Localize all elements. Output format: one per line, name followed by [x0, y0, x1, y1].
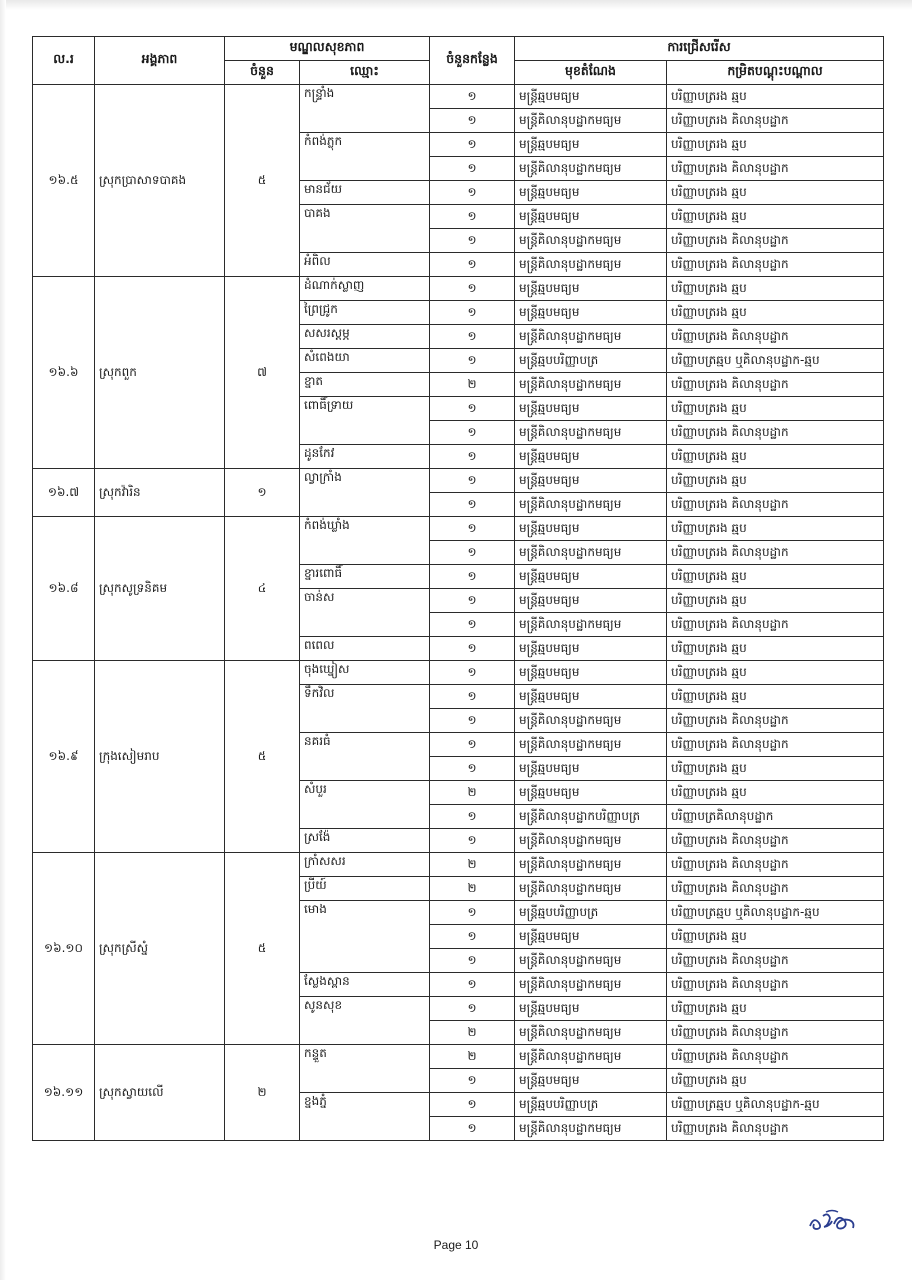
health-center-name: ប្រីយ៍ — [300, 877, 430, 901]
position-quantity: ២ — [430, 1045, 515, 1069]
position-quantity: ១ — [430, 493, 515, 517]
qualification: បរិញ្ញាបត្ររង គិលានុបដ្ឋាក — [667, 373, 884, 397]
district-name: ស្រុកប្រាសាទបាគង — [95, 85, 225, 277]
header-recruitment: ការជ្រើសរើស — [515, 37, 884, 61]
district-name: ស្រុកស្វាយលើ — [95, 1045, 225, 1141]
group-number: ១៦.៧ — [33, 469, 95, 517]
position-quantity: ១ — [430, 973, 515, 997]
health-center-name: ដូនកែវ — [300, 445, 430, 469]
qualification: បរិញ្ញាបត្ររង គិលានុបដ្ឋាក — [667, 1045, 884, 1069]
qualification: បរិញ្ញាបត្ររង ឆ្មប — [667, 85, 884, 109]
scan-edge-top — [0, 0, 912, 10]
qualification: បរិញ្ញាបត្ររង ឆ្មប — [667, 133, 884, 157]
qualification: បរិញ្ញាបត្ររង ឆ្មប — [667, 181, 884, 205]
job-title: មន្ត្រីឆ្មបមធ្យម — [515, 589, 667, 613]
district-name: ស្រុកស្រីស្នំ — [95, 853, 225, 1045]
job-title: មន្ត្រីឆ្មបមធ្យម — [515, 685, 667, 709]
position-quantity: ១ — [430, 589, 515, 613]
health-center-name: ខ្នារពោធិ៍ — [300, 565, 430, 589]
job-title: មន្ត្រីគិលានុបដ្ឋាកមធ្យម — [515, 373, 667, 397]
qualification: បរិញ្ញាបត្ររង ឆ្មប — [667, 997, 884, 1021]
health-center-name: ពោធិ៍ទ្រាយ — [300, 397, 430, 445]
health-center-name: កន្ទ្រាំង — [300, 85, 430, 133]
job-title: មន្ត្រីឆ្មបមធ្យម — [515, 205, 667, 229]
qualification: បរិញ្ញាបត្ររង គិលានុបដ្ឋាក — [667, 1021, 884, 1045]
position-quantity: ១ — [430, 325, 515, 349]
job-title: មន្ត្រីគិលានុបដ្ឋាកមធ្យម — [515, 1117, 667, 1141]
health-center-name: មានជ័យ — [300, 181, 430, 205]
position-quantity: ១ — [430, 565, 515, 589]
qualification: បរិញ្ញាបត្ររង គិលានុបដ្ឋាក — [667, 829, 884, 853]
qualification: បរិញ្ញាបត្ររង ឆ្មប — [667, 517, 884, 541]
position-quantity: ១ — [430, 349, 515, 373]
job-title: មន្ត្រីគិលានុបដ្ឋាកមធ្យម — [515, 493, 667, 517]
health-center-name: កន្ទួត — [300, 1045, 430, 1093]
position-quantity: ១ — [430, 829, 515, 853]
qualification: បរិញ្ញាបត្រឆ្មប ឬគិលានុបដ្ឋាក-ឆ្មប — [667, 901, 884, 925]
health-center-name: ទឹកវិល — [300, 685, 430, 733]
job-title: មន្ត្រីគិលានុបដ្ឋាកមធ្យម — [515, 949, 667, 973]
job-title: មន្ត្រីឆ្មបមធ្យម — [515, 181, 667, 205]
job-title: មន្ត្រីឆ្មបមធ្យម — [515, 1069, 667, 1093]
qualification: បរិញ្ញាបត្ររង គិលានុបដ្ឋាក — [667, 733, 884, 757]
health-center-name: ពពេល — [300, 637, 430, 661]
qualification: បរិញ្ញាបត្ររង គិលានុបដ្ឋាក — [667, 157, 884, 181]
job-title: មន្ត្រីឆ្មបមធ្យម — [515, 85, 667, 109]
health-center-count: ៧ — [225, 277, 300, 469]
health-center-name: បាគង — [300, 205, 430, 253]
qualification: បរិញ្ញាបត្ររង គិលានុបដ្ឋាក — [667, 493, 884, 517]
job-title: មន្ត្រីឆ្មបបរិញ្ញាបត្រ — [515, 901, 667, 925]
job-title: មន្ត្រីឆ្មបមធ្យម — [515, 661, 667, 685]
job-title: មន្ត្រីគិលានុបដ្ឋាកបរិញ្ញាបត្រ — [515, 805, 667, 829]
position-quantity: ១ — [430, 541, 515, 565]
qualification: បរិញ្ញាបត្ររង គិលានុបដ្ឋាក — [667, 613, 884, 637]
header-health-center: មណ្ឌលសុខភាព — [225, 37, 430, 61]
position-quantity: ១ — [430, 637, 515, 661]
health-center-name: នគរធំ — [300, 733, 430, 781]
health-center-name: ខ្នាត — [300, 373, 430, 397]
header-district: អង្គភាព — [95, 37, 225, 85]
position-quantity: ១ — [430, 757, 515, 781]
table-header — [33, 37, 884, 85]
qualification: បរិញ្ញាបត្ររង ឆ្មប — [667, 661, 884, 685]
job-title: មន្ត្រីឆ្មបមធ្យម — [515, 757, 667, 781]
table-row — [33, 277, 884, 301]
qualification: បរិញ្ញាបត្ររង គិលានុបដ្ឋាក — [667, 1117, 884, 1141]
job-title: មន្ត្រីឆ្មបមធ្យម — [515, 133, 667, 157]
table-row — [33, 661, 884, 685]
health-center-count: ៥ — [225, 661, 300, 853]
job-title: មន្ត្រីគិលានុបដ្ឋាកមធ្យម — [515, 421, 667, 445]
group-number: ១៦.១០ — [33, 853, 95, 1045]
job-title: មន្ត្រីឆ្មបមធ្យម — [515, 445, 667, 469]
health-center-name: ស្រង៉ែ — [300, 829, 430, 853]
position-quantity: ១ — [430, 85, 515, 109]
health-center-name: ចាន់ស — [300, 589, 430, 637]
position-quantity: ១ — [430, 469, 515, 493]
position-quantity: ១ — [430, 133, 515, 157]
position-quantity: ១ — [430, 109, 515, 133]
table-row — [33, 469, 884, 493]
job-title: មន្ត្រីគិលានុបដ្ឋាកមធ្យម — [515, 853, 667, 877]
qualification: បរិញ្ញាបត្រឆ្មប ឬគិលានុបដ្ឋាក-ឆ្មប — [667, 1093, 884, 1117]
position-quantity: ១ — [430, 685, 515, 709]
job-title: មន្ត្រីគិលានុបដ្ឋាកមធ្យម — [515, 541, 667, 565]
position-quantity: ១ — [430, 397, 515, 421]
qualification: បរិញ្ញាបត្ររង គិលានុបដ្ឋាក — [667, 109, 884, 133]
position-quantity: ១ — [430, 181, 515, 205]
position-quantity: ១ — [430, 709, 515, 733]
position-quantity: ១ — [430, 949, 515, 973]
job-title: មន្ត្រីគិលានុបដ្ឋាកមធ្យម — [515, 829, 667, 853]
qualification: បរិញ្ញាបត្ររង គិលានុបដ្ឋាក — [667, 949, 884, 973]
position-quantity: ១ — [430, 661, 515, 685]
job-title: មន្ត្រីគិលានុបដ្ឋាកមធ្យម — [515, 157, 667, 181]
group-number: ១៦.៩ — [33, 661, 95, 853]
job-title: មន្ត្រីគិលានុបដ្ឋាកមធ្យម — [515, 973, 667, 997]
qualification: បរិញ្ញាបត្ររង ឆ្មប — [667, 301, 884, 325]
position-quantity: ១ — [430, 445, 515, 469]
position-quantity: ១ — [430, 421, 515, 445]
table-row — [33, 1045, 884, 1069]
position-quantity: ១ — [430, 301, 515, 325]
table-row — [33, 517, 884, 541]
qualification: បរិញ្ញាបត្ររង ឆ្មប — [667, 445, 884, 469]
qualification: បរិញ្ញាបត្ររង គិលានុបដ្ឋាក — [667, 229, 884, 253]
header-qualification: កម្រិតបណ្តុះបណ្តាល — [667, 61, 884, 85]
qualification: បរិញ្ញាបត្ររង ឆ្មប — [667, 637, 884, 661]
qualification: បរិញ្ញាបត្ររង គិលានុបដ្ឋាក — [667, 253, 884, 277]
header-hc-name: ឈ្មោះ — [300, 61, 430, 85]
position-quantity: ២ — [430, 853, 515, 877]
job-title: មន្ត្រីឆ្មបបរិញ្ញាបត្រ — [515, 349, 667, 373]
position-quantity: ២ — [430, 781, 515, 805]
position-quantity: ១ — [430, 613, 515, 637]
scan-edge-left — [0, 0, 6, 1280]
header-job: មុខតំណែង — [515, 61, 667, 85]
health-center-name: សំបួរ — [300, 781, 430, 829]
group-number: ១៦.៨ — [33, 517, 95, 661]
qualification: បរិញ្ញាបត្ររង គិលានុបដ្ឋាក — [667, 325, 884, 349]
qualification: បរិញ្ញាបត្ររង គិលានុបដ្ឋាក — [667, 709, 884, 733]
health-center-name: ព្រៃជ្រូក — [300, 301, 430, 325]
position-quantity: ១ — [430, 253, 515, 277]
health-center-count: ៤ — [225, 517, 300, 661]
job-title: មន្ត្រីគិលានុបដ្ឋាកមធ្យម — [515, 253, 667, 277]
job-title: មន្ត្រីឆ្មបមធ្យម — [515, 277, 667, 301]
position-quantity: ១ — [430, 229, 515, 253]
qualification: បរិញ្ញាបត្រគិលានុបដ្ឋាក — [667, 805, 884, 829]
job-title: មន្ត្រីឆ្មបមធ្យម — [515, 781, 667, 805]
job-title: មន្ត្រីគិលានុបដ្ឋាកមធ្យម — [515, 1021, 667, 1045]
position-quantity: ១ — [430, 517, 515, 541]
position-quantity: ១ — [430, 997, 515, 1021]
district-name: ស្រុកសូទ្រនិគម — [95, 517, 225, 661]
health-center-name: ក្រាំសសរ — [300, 853, 430, 877]
health-center-name: អំពិល — [300, 253, 430, 277]
district-name: ស្រុកវ៉ារិន — [95, 469, 225, 517]
qualification: បរិញ្ញាបត្ររង ឆ្មប — [667, 397, 884, 421]
qualification: បរិញ្ញាបត្ររង ឆ្មប — [667, 781, 884, 805]
job-title: មន្ត្រីឆ្មបបរិញ្ញាបត្រ — [515, 1093, 667, 1117]
health-center-name: ល្វាក្រាំង — [300, 469, 430, 517]
district-name: ក្រុងសៀមរាប — [95, 661, 225, 853]
table-body — [33, 85, 884, 1141]
health-center-name: ខ្នងភ្នំ — [300, 1093, 430, 1141]
position-quantity: ១ — [430, 733, 515, 757]
position-quantity: ១ — [430, 205, 515, 229]
qualification: បរិញ្ញាបត្ររង គិលានុបដ្ឋាក — [667, 973, 884, 997]
header-hc-count: ចំនួន — [225, 61, 300, 85]
position-quantity: ១ — [430, 1069, 515, 1093]
health-center-name: ដំណាក់ស្លាញ — [300, 277, 430, 301]
district-name: ស្រុកពួក — [95, 277, 225, 469]
health-center-name: សសរស្តម្ភ — [300, 325, 430, 349]
job-title: មន្ត្រីឆ្មបមធ្យម — [515, 469, 667, 493]
health-center-count: ២ — [225, 1045, 300, 1141]
job-title: មន្ត្រីឆ្មបមធ្យម — [515, 397, 667, 421]
header-positions: ចំនួនកន្លែង — [430, 37, 515, 85]
group-number: ១៦.៥ — [33, 85, 95, 277]
group-number: ១៦.១១ — [33, 1045, 95, 1141]
health-center-name: ចុងឃ្នៀស — [300, 661, 430, 685]
health-center-name: កំពង់ភ្លុក — [300, 133, 430, 181]
health-center-name: សូនសុខ — [300, 997, 430, 1045]
qualification: បរិញ្ញាបត្ររង ឆ្មប — [667, 1069, 884, 1093]
header-no: ល.រ — [33, 37, 95, 85]
job-title: មន្ត្រីគិលានុបដ្ឋាកមធ្យម — [515, 109, 667, 133]
health-center-count: ៥ — [225, 853, 300, 1045]
job-title: មន្ត្រីឆ្មបមធ្យម — [515, 925, 667, 949]
qualification: បរិញ្ញាបត្ររង ឆ្មប — [667, 205, 884, 229]
job-title: មន្ត្រីឆ្មបមធ្យម — [515, 997, 667, 1021]
position-quantity: ១ — [430, 1117, 515, 1141]
health-center-name: ស្លែងស្ពាន — [300, 973, 430, 997]
position-quantity: ១ — [430, 277, 515, 301]
page-footer: Page 10 — [433, 1238, 479, 1252]
health-center-count: ៥ — [225, 85, 300, 277]
position-quantity: ១ — [430, 157, 515, 181]
qualification: បរិញ្ញាបត្ររង ឆ្មប — [667, 469, 884, 493]
job-title: មន្ត្រីគិលានុបដ្ឋាកមធ្យម — [515, 229, 667, 253]
qualification: បរិញ្ញាបត្ររង ឆ្មប — [667, 565, 884, 589]
position-quantity: ១ — [430, 805, 515, 829]
health-center-name: មោង — [300, 901, 430, 973]
job-title: មន្ត្រីឆ្មបមធ្យម — [515, 637, 667, 661]
job-title: មន្ត្រីគិលានុបដ្ឋាកមធ្យម — [515, 733, 667, 757]
job-title: មន្ត្រីឆ្មបមធ្យម — [515, 517, 667, 541]
group-number: ១៦.៦ — [33, 277, 95, 469]
job-title: មន្ត្រីគិលានុបដ្ឋាកមធ្យម — [515, 1045, 667, 1069]
job-title: មន្ត្រីឆ្មបមធ្យម — [515, 565, 667, 589]
qualification: បរិញ្ញាបត្ររង គិលានុបដ្ឋាក — [667, 541, 884, 565]
job-title: មន្ត្រីគិលានុបដ្ឋាកមធ្យម — [515, 325, 667, 349]
health-center-name: កំពង់ឃ្លាំង — [300, 517, 430, 565]
health-center-count: ១ — [225, 469, 300, 517]
qualification: បរិញ្ញាបត្ររង គិលានុបដ្ឋាក — [667, 877, 884, 901]
position-quantity: ២ — [430, 1021, 515, 1045]
qualification: បរិញ្ញាបត្ររង គិលានុបដ្ឋាក — [667, 421, 884, 445]
qualification: បរិញ្ញាបត្ររង ឆ្មប — [667, 757, 884, 781]
position-quantity: ១ — [430, 1093, 515, 1117]
job-title: មន្ត្រីគិលានុបដ្ឋាកមធ្យម — [515, 709, 667, 733]
job-title: មន្ត្រីគិលានុបដ្ឋាកមធ្យម — [515, 877, 667, 901]
qualification: បរិញ្ញាបត្ររង គិលានុបដ្ឋាក — [667, 853, 884, 877]
position-quantity: ១ — [430, 901, 515, 925]
table-row — [33, 853, 884, 877]
qualification: បរិញ្ញាបត្ររង ឆ្មប — [667, 925, 884, 949]
qualification: បរិញ្ញាបត្ររង ឆ្មប — [667, 685, 884, 709]
handwritten-initials — [806, 1208, 866, 1234]
qualification: បរិញ្ញាបត្ររង ឆ្មប — [667, 589, 884, 613]
job-title: មន្ត្រីគិលានុបដ្ឋាកមធ្យម — [515, 613, 667, 637]
position-quantity: ២ — [430, 877, 515, 901]
job-title: មន្ត្រីឆ្មបមធ្យម — [515, 301, 667, 325]
table-row — [33, 85, 884, 109]
qualification: បរិញ្ញាបត្រឆ្មប ឬគិលានុបដ្ឋាក-ឆ្មប — [667, 349, 884, 373]
qualification: បរិញ្ញាបត្ររង ឆ្មប — [667, 277, 884, 301]
recruitment-table — [32, 36, 884, 1141]
health-center-name: សំពេងយា — [300, 349, 430, 373]
position-quantity: ១ — [430, 925, 515, 949]
position-quantity: ២ — [430, 373, 515, 397]
